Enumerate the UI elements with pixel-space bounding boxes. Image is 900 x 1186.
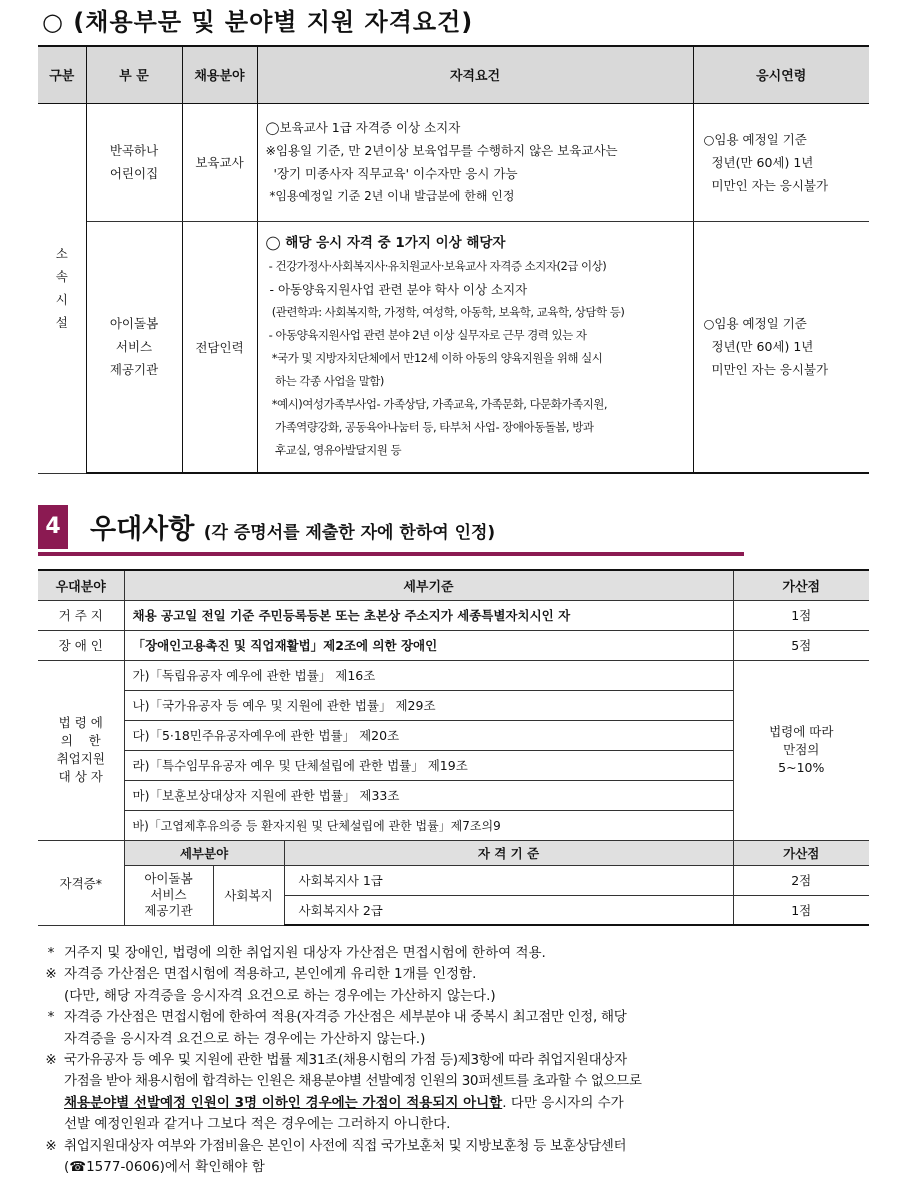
cert-criterion: 사회복지사 2급	[284, 895, 733, 925]
note-item: * 자격증 가산점은 면접시험에 한하여 적용(자격증 가산점은 세부분야 내 중복시 최고점만 인정, 해당 자격증을 응시자격 요건으로 하는 경우에는 가산하지 않는다.)	[47, 1009, 627, 1047]
section-4-header	[38, 505, 744, 557]
col-header-category: 구분	[38, 46, 86, 103]
table-row	[38, 600, 869, 630]
section-number-badge: 4	[38, 505, 68, 549]
section-divider	[38, 552, 744, 556]
cert-points: 1점	[733, 895, 869, 925]
note-item: * 거주지 및 장애인, 법령에 의한 취업지원 대상자 가산점은 면접시험에 한하여 적용.	[47, 945, 546, 961]
pref-points: 5점	[733, 630, 869, 660]
section-4-title: 우대사항 (각 증명서를 제출한 자에 한하여 인정)	[90, 514, 496, 545]
table-row	[38, 103, 869, 221]
requirements-cell: ◯보육교사 1급 자격증 이상 소지자 ※임용일 기준, 만 2년이상 보육업무를 수행하지 않은 보육교사는 '장기 미종사자 직무교육' 이수자만 응시 가능 *임용예정일 기준 2년 이내 발급분에 한해 인정	[257, 103, 693, 221]
note-item: ※ 취업지원대상자 여부와 가점비율은 본인이 사전에 직접 국가보훈처 및 지방보훈청 등 보훈상담센터 (☎1577-0606)에서 확인해야 함	[45, 1137, 627, 1176]
field-cell: 전담인력	[182, 221, 257, 473]
pref-label: 장 애 인	[38, 630, 124, 660]
cert-org: 아이돌봄 서비스 제공기관	[124, 865, 213, 925]
table-row	[38, 630, 869, 660]
dept-cell: 반곡하나 어린이집	[86, 103, 182, 221]
eligibility-table	[38, 45, 869, 474]
law-item: 바)「고엽제후유의증 등 환자지원 및 단체설립에 관한 법률」제7조의9	[124, 810, 733, 840]
table-row	[38, 865, 869, 895]
note-item: ※ 자격증 가산점은 면접시험에 적용하고, 본인에게 유리한 1개를 인정함. (다만, 해당 자격증을 응시자격 요건으로 하는 경우에는 가산하지 않는다.)	[45, 966, 496, 1004]
col-header-age: 응시연령	[693, 46, 869, 103]
sub-header-points: 가산점	[733, 840, 869, 865]
cert-criterion: 사회복지사 1급	[284, 865, 733, 895]
age-cell: ○임용 예정일 기준 정년(만 60세) 1년 미만인 자는 응시불가	[693, 103, 869, 221]
age-cell: ○임용 예정일 기준 정년(만 60세) 1년 미만인 자는 응시불가	[693, 221, 869, 473]
field-cell: 보육교사	[182, 103, 257, 221]
law-item: 마)「보훈보상대상자 지원에 관한 법률」 제33조	[124, 780, 733, 810]
pref-label: 거 주 지	[38, 600, 124, 630]
sub-header-criteria: 자 격 기 준	[284, 840, 733, 865]
pref-label: 법 령 에 의 한 취업지원 대 상 자	[38, 660, 124, 840]
emphasis-text: 채용분야별 선발예정 인원이 3명 이하인 경우에는 가점이 적용되지 아니함	[64, 1094, 503, 1111]
cert-points: 2점	[733, 865, 869, 895]
requirements-cell: ◯ 해당 응시 자격 중 1가지 이상 해당자 - 건강가정사·사회복지사·유치원교사·보육교사 자격증 소지자(2급 이상) - 아동양육지원사업 관련 분야 학사 이상 소지자 (관련학과: 사회복지학, 가정학, 여성학, 아동학, 보육학, 교육학, 상담학 등) - 아동양육지원사업 관련 분야 2년 이상 실무자로 근무 경력 있는 자 *국가 및 지방자치단체에서 만12세 이하 아동의 양육지원을 위해 실시 하는 각종 사업을 말함) *예시)여성가족부사업- 가족상담, 가족교육, 가족문화, 다문화가족지원, 가족역량강화, 공동육아나눔터 등, 타부처 사업- 장애아동돌봄, 방과 후교실, 영유아발달지원 등	[257, 221, 693, 473]
pref-criterion: 「장애인고용촉진 및 직업재활법」제2조에 의한 장애인	[124, 630, 733, 660]
law-item: 다)「5·18민주유공자예우에 관한 법률」 제20조	[124, 720, 733, 750]
note-item: ※ 국가유공자 등 예우 및 지원에 관한 법률 제31조(채용시험의 가점 등)제3항에 따라 취업지원대상자 가점을 받아 채용시험에 합격하는 인원은 채용분야별 선발예정 인원의 30퍼센트를 초과할 수 없으므로 채용분야별 선발예정 인원이 3명 이하인 경우에는 가점이 적용되지 아니함. 다만 응시자의 수가 선발 예정인원과 같거나 그보다 적은 경우에는 그러하지 아니한다.	[45, 1052, 642, 1133]
preference-table	[38, 569, 869, 926]
col-header-criteria: 세부기준	[124, 570, 733, 600]
pref-label: 자격증*	[38, 840, 124, 925]
pref-criterion: 채용 공고일 전일 기준 주민등록등본 또는 초본상 주소지가 세종특별자치시인 자	[124, 600, 733, 630]
col-header-pref-field: 우대분야	[38, 570, 124, 600]
law-item: 나)「국가유공자 등 예우 및 지원에 관한 법률」 제29조	[124, 690, 733, 720]
table-row	[38, 221, 869, 473]
law-item: 라)「특수임무유공자 예우 및 단체설립에 관한 법률」 제19조	[124, 750, 733, 780]
col-header-requirements: 자격요건	[257, 46, 693, 103]
col-header-points: 가산점	[733, 570, 869, 600]
dept-cell: 아이돌봄 서비스 제공기관	[86, 221, 182, 473]
col-header-dept: 부 문	[86, 46, 182, 103]
table-header-row	[38, 46, 869, 103]
pref-points: 법령에 따라 만점의 5~10%	[733, 660, 869, 840]
section-title: ○ (채용부문 및 분야별 지원 자격요건)	[42, 8, 474, 36]
col-header-field: 채용분야	[182, 46, 257, 103]
cert-field: 사회복지	[213, 865, 284, 925]
section-4-subtitle: (각 증명서를 제출한 자에 한하여 인정)	[203, 523, 496, 543]
notes	[38, 943, 869, 1178]
law-item: 가)「독립유공자 예우에 관한 법률」 제16조	[124, 660, 733, 690]
table-row	[38, 840, 869, 865]
pref-points: 1점	[733, 600, 869, 630]
sub-header-field: 세부분야	[124, 840, 284, 865]
table-row	[38, 660, 869, 690]
group-label: 소 속 시 설	[38, 103, 86, 473]
table-header-row	[38, 570, 869, 600]
